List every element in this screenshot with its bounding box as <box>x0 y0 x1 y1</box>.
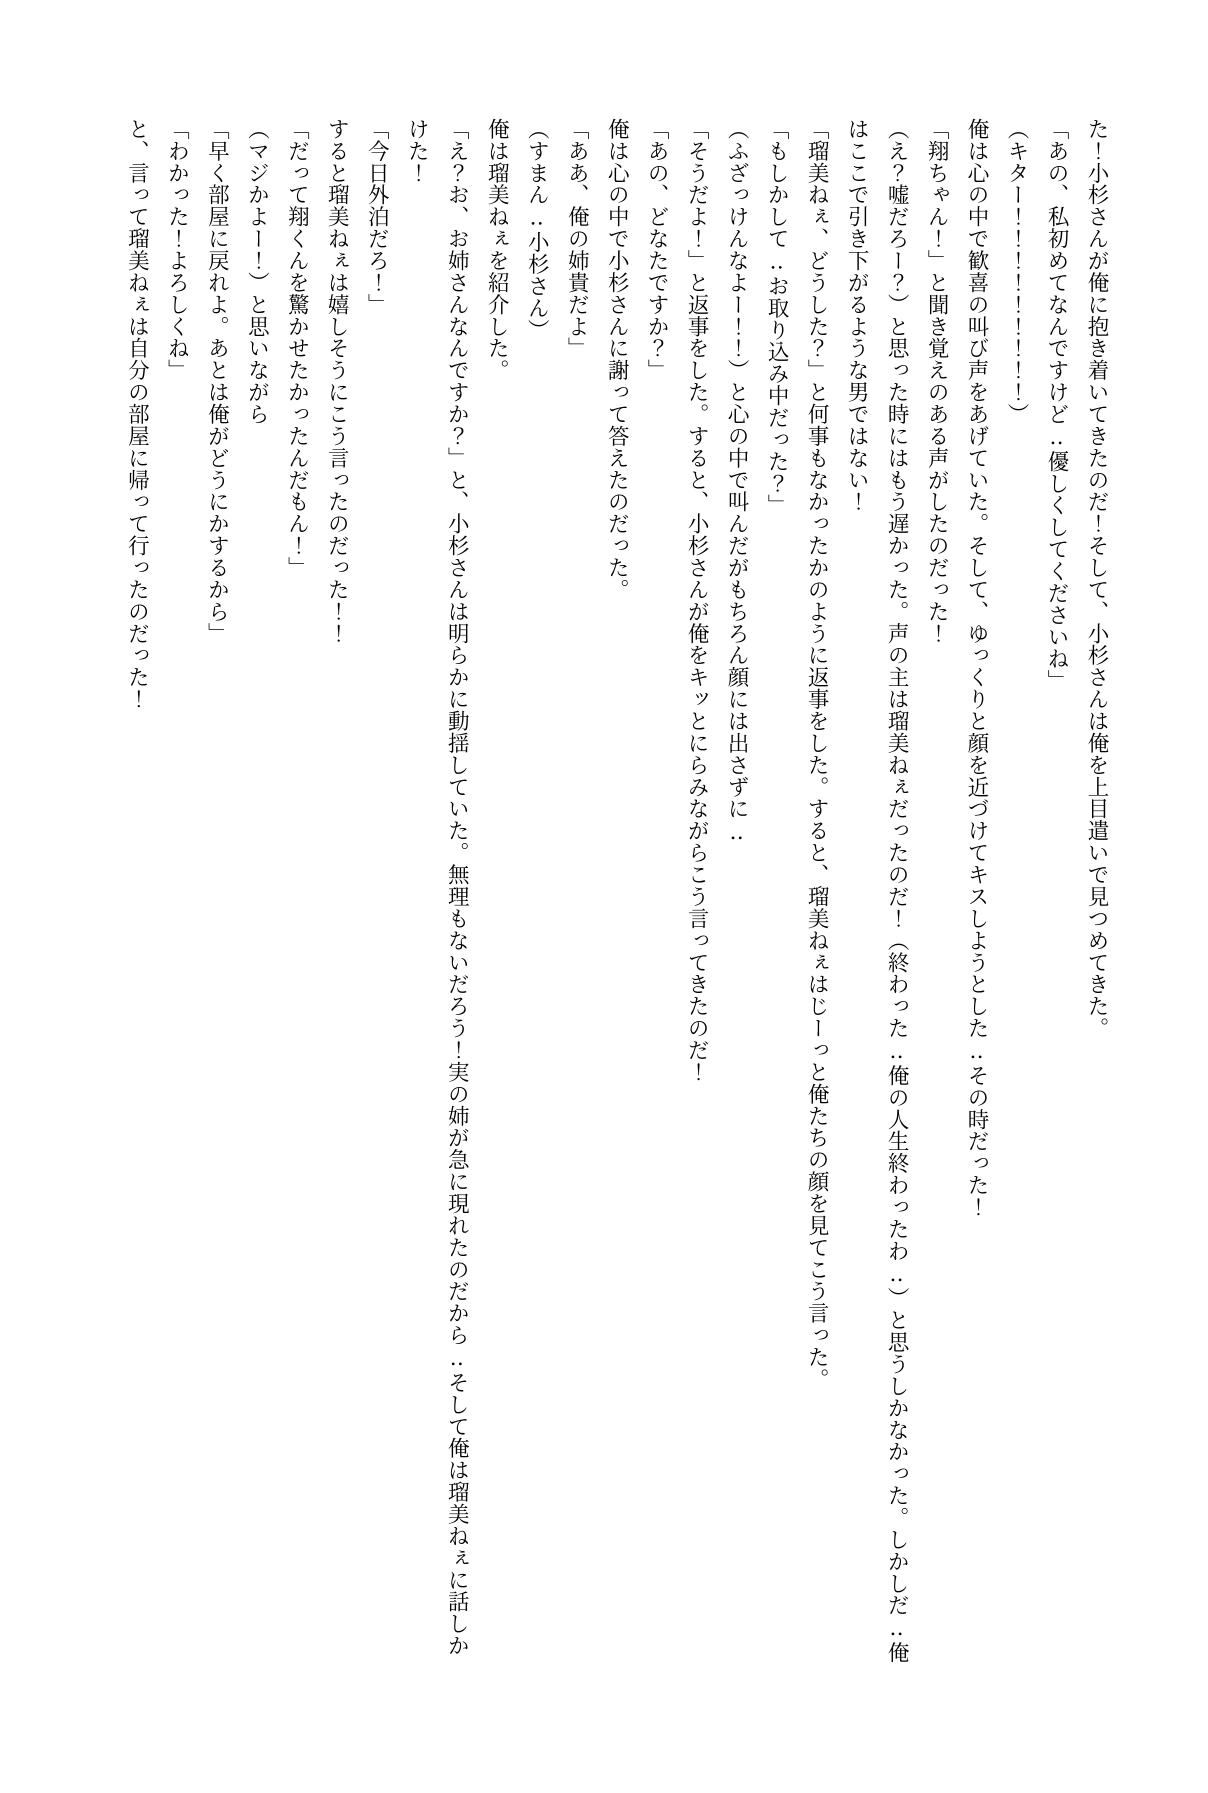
paragraph: （すまん‥小杉さん） <box>524 118 550 341</box>
paragraph: 「あの、私初めてなんですけど‥優しくしてくださいね」 <box>1044 118 1070 692</box>
paragraph: （キター！！！！！！！！！） <box>1004 118 1030 426</box>
paragraph: （ふざっけんなよー！！）と心の中で叫んだがもちろん顔には出さずに‥ <box>724 118 750 846</box>
paragraph: 俺は心の中で小杉さんに謝って答えたのだった。 <box>604 118 630 601</box>
paragraph: 「ああ、俺の姉貴だよ」 <box>564 118 590 360</box>
paragraph: と、言って瑠美ねぇは自分の部屋に帰って行ったのだった！ <box>124 118 150 711</box>
paragraph: 「もしかして‥お取り込み中だった？」 <box>764 118 790 517</box>
paragraph: 「わかった！よろしくね」 <box>164 118 190 382</box>
paragraph: すると瑠美ねぇは嬉しそうにこう言ったのだった！！ <box>324 118 350 645</box>
paragraph: 「え？お、お姉さんなんですか？」と、小杉さんは明らかに動揺していた。無理もないだろう！実の姉が急に現れたのだから‥そして俺は瑠美ねぇに話しかけた！ <box>404 118 470 1657</box>
paragraph: 「だって翔くんを驚かせたかったんだもん！」 <box>284 118 310 579</box>
paragraph: （マジかよー！）と思いながら <box>244 118 270 426</box>
paragraph: 「翔ちゃん！」と聞き覚えのある声がしたのだった！ <box>924 118 950 645</box>
paragraph: 「早く部屋に戻れよ。あとは俺がどうにかするから」 <box>204 118 230 645</box>
paragraph: 「瑠美ねぇ、どうした？」と何事もなかったかのように返事をした。すると、瑠美ねぇはじーっと俺たちの顔を見てこう言った。 <box>804 118 830 1390</box>
paragraph: 俺は心の中で歓喜の叫び声をあげていた。そして、ゆっくりと顔を近づけてキスしようとした‥その時だった！ <box>964 118 990 1218</box>
vertical-text-body <box>92 118 1116 1678</box>
paragraph: 「そうだよ！」と返事をした。すると、小杉さんが俺をキッとにらみながらこう言ってきたのだ！ <box>684 118 710 1083</box>
paragraph: （え？嘘だろー？）と思った時にはもう遅かった。声の主は瑠美ねぇだったのだ！（終わった‥俺の人生終わったわ‥）と思うしかなかった。しかしだ‥俺はここで引き下がるような男ではない！ <box>844 118 910 1664</box>
paragraph: 「あの、どなたですか？」 <box>644 118 670 382</box>
paragraph: 俺は瑠美ねぇを紹介した。 <box>484 118 510 382</box>
paragraph: た！小杉さんが俺に抱き着いてきたのだ！そして、小杉さんは俺を上目遣いで見つめてきた。 <box>1084 118 1109 1040</box>
paragraph: 「今日外泊だろ！」 <box>364 118 390 316</box>
